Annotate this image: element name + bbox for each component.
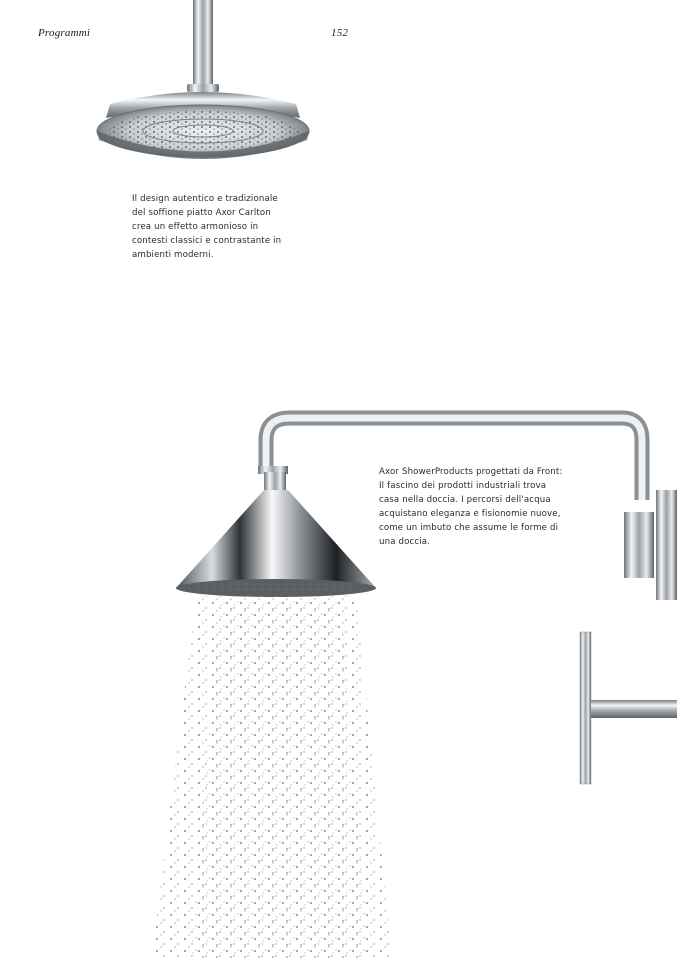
section-title: Programmi <box>38 27 91 39</box>
caption-line: Il fascino dei prodotti industriali trova <box>379 481 547 491</box>
caption-line: come un imbuto che assume le forme di <box>379 523 559 533</box>
caption-line: Il design autentico e tradizionale <box>132 194 278 204</box>
caption-line: acquistano eleganza e fisionomie nuove, <box>379 509 561 519</box>
caption-line: del soffione piatto Axor Carlton <box>132 208 271 218</box>
caption-line: Axor ShowerProducts progettati da Front: <box>379 467 563 477</box>
carlton-shower-head <box>97 0 309 159</box>
caption-line: ambienti moderni. <box>132 250 214 260</box>
page-number: 152 <box>331 27 349 39</box>
wall-fitting <box>580 490 677 784</box>
caption-line: crea un effetto armonioso in <box>132 222 259 232</box>
caption-line: una doccia. <box>379 537 431 547</box>
water-spray <box>152 596 392 958</box>
caption-line: casa nella doccia. I percorsi dell'acqua <box>379 495 551 505</box>
front-caption <box>379 465 562 549</box>
caption-line: contesti classici e contrastante in <box>132 236 282 246</box>
carlton-caption <box>132 192 281 262</box>
